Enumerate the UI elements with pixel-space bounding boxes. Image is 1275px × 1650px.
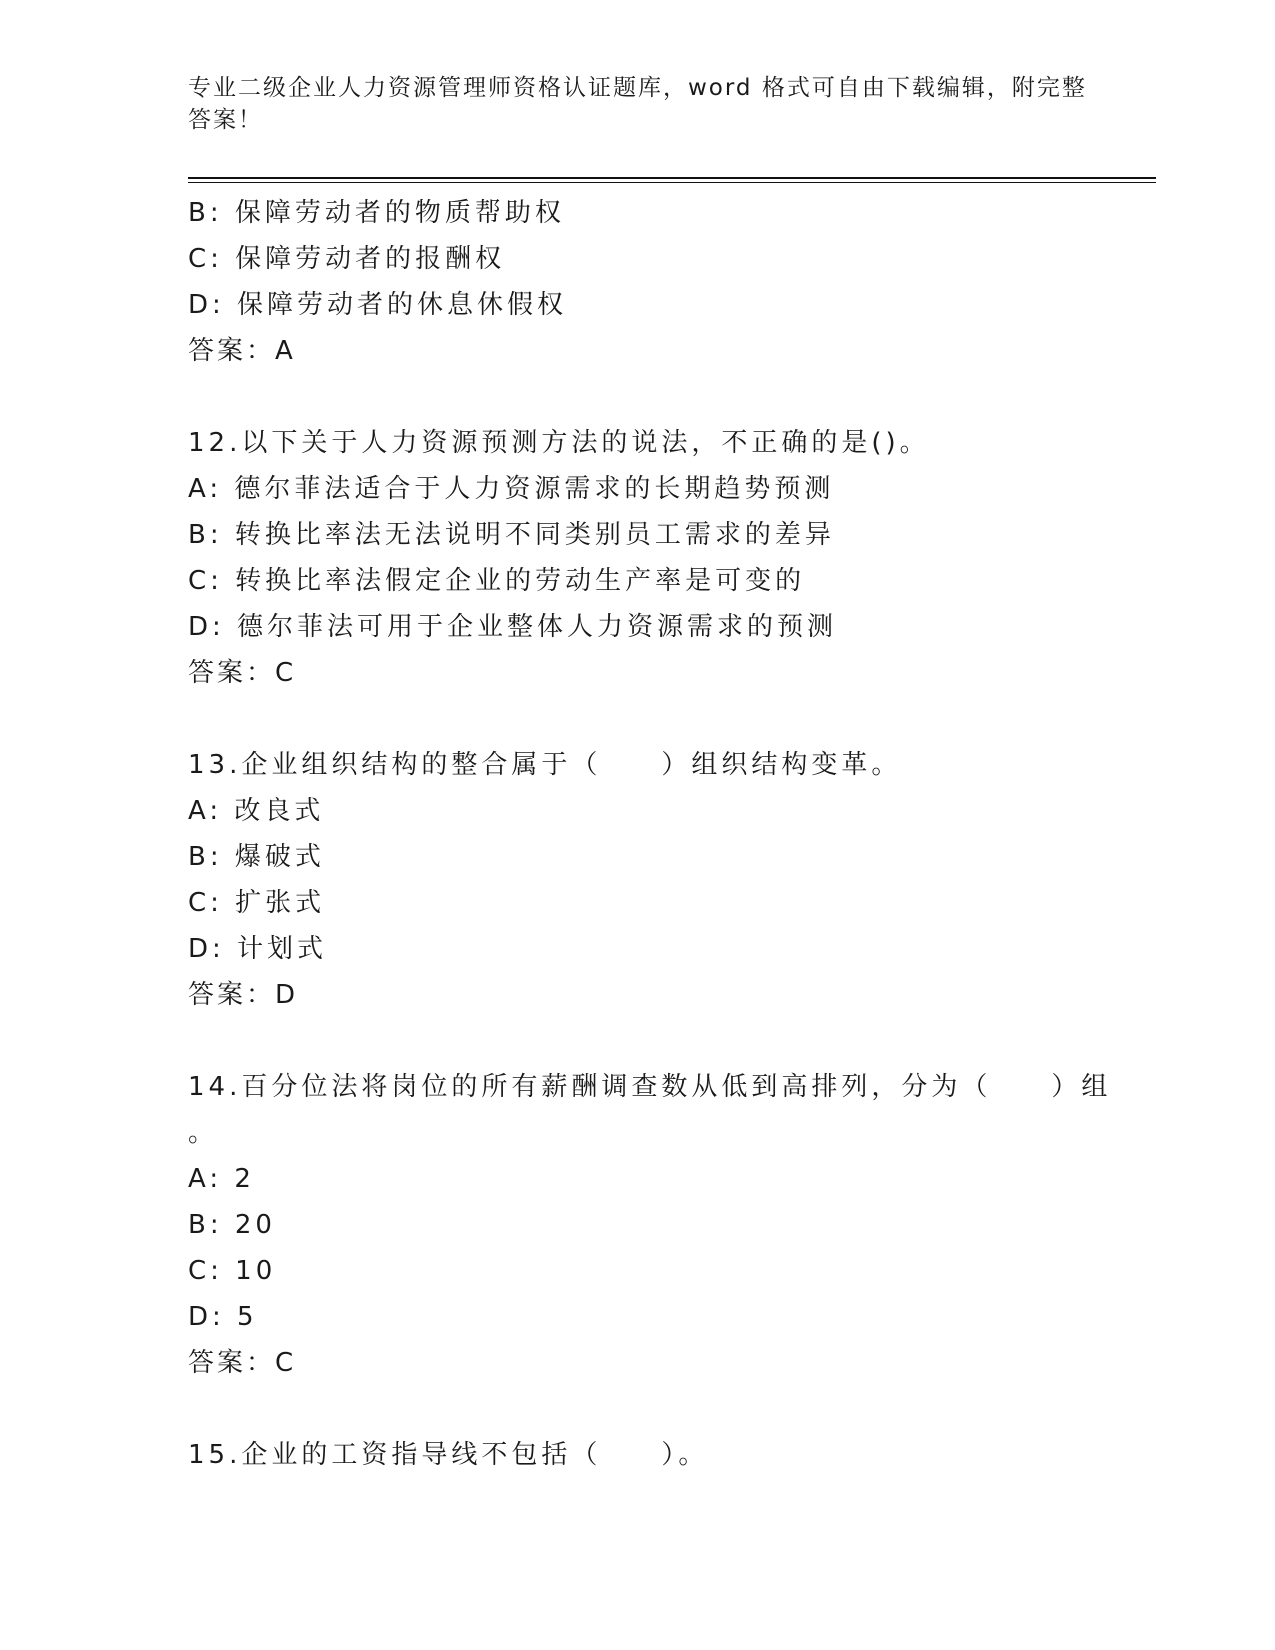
option-c: C: 保障劳动者的报酬权 (188, 244, 506, 274)
question-stem: 13.企业组织结构的整合属于（ ）组织结构变革。 (188, 750, 902, 780)
question-15-block (188, 1432, 1148, 1478)
option-a: A: 2 (188, 1164, 255, 1194)
spacer (188, 696, 1148, 742)
option-c: C: 扩张式 (188, 888, 326, 918)
answer-label: 答案：C (188, 658, 297, 688)
header-divider (188, 177, 1156, 183)
question-14-block (188, 1064, 1148, 1386)
header-line-2: 答案！ (188, 107, 263, 133)
option-b: B: 20 (188, 1210, 276, 1240)
answer-label: 答案：D (188, 980, 299, 1010)
question-stem: 12.以下关于人力资源预测方法的说法，不正确的是()。 (188, 428, 930, 458)
option-b: B: 爆破式 (188, 842, 325, 872)
document-header (188, 72, 1088, 136)
question-11-block (188, 190, 1148, 374)
question-list (188, 190, 1148, 1478)
spacer (188, 374, 1148, 420)
option-b: B: 转换比率法无法说明不同类别员工需求的差异 (188, 520, 835, 550)
question-12-block (188, 420, 1148, 696)
option-c: C: 10 (188, 1256, 277, 1286)
option-c: C: 转换比率法假定企业的劳动生产率是可变的 (188, 566, 806, 596)
option-d: D: 5 (188, 1302, 258, 1332)
question-13-block (188, 742, 1148, 1018)
option-a: A: 改良式 (188, 796, 325, 826)
option-d: D: 保障劳动者的休息休假权 (188, 290, 568, 320)
question-stem-tail: 。 (188, 1118, 215, 1148)
header-line-1: 专业二级企业人力资源管理师资格认证题库，word 格式可自由下载编辑，附完整 (188, 75, 1087, 101)
option-b: B: 保障劳动者的物质帮助权 (188, 198, 565, 228)
question-stem: 14.百分位法将岗位的所有薪酬调查数从低到高排列，分为（ ）组 (188, 1072, 1112, 1102)
option-d: D: 德尔菲法可用于企业整体人力资源需求的预测 (188, 612, 838, 642)
answer-label: 答案：A (188, 336, 296, 366)
option-a: A: 德尔菲法适合于人力资源需求的长期趋势预测 (188, 474, 835, 504)
question-stem: 15.企业的工资指导线不包括（ ）。 (188, 1440, 709, 1470)
spacer (188, 1018, 1148, 1064)
option-d: D: 计划式 (188, 934, 328, 964)
answer-label: 答案：C (188, 1348, 297, 1378)
spacer (188, 1386, 1148, 1432)
